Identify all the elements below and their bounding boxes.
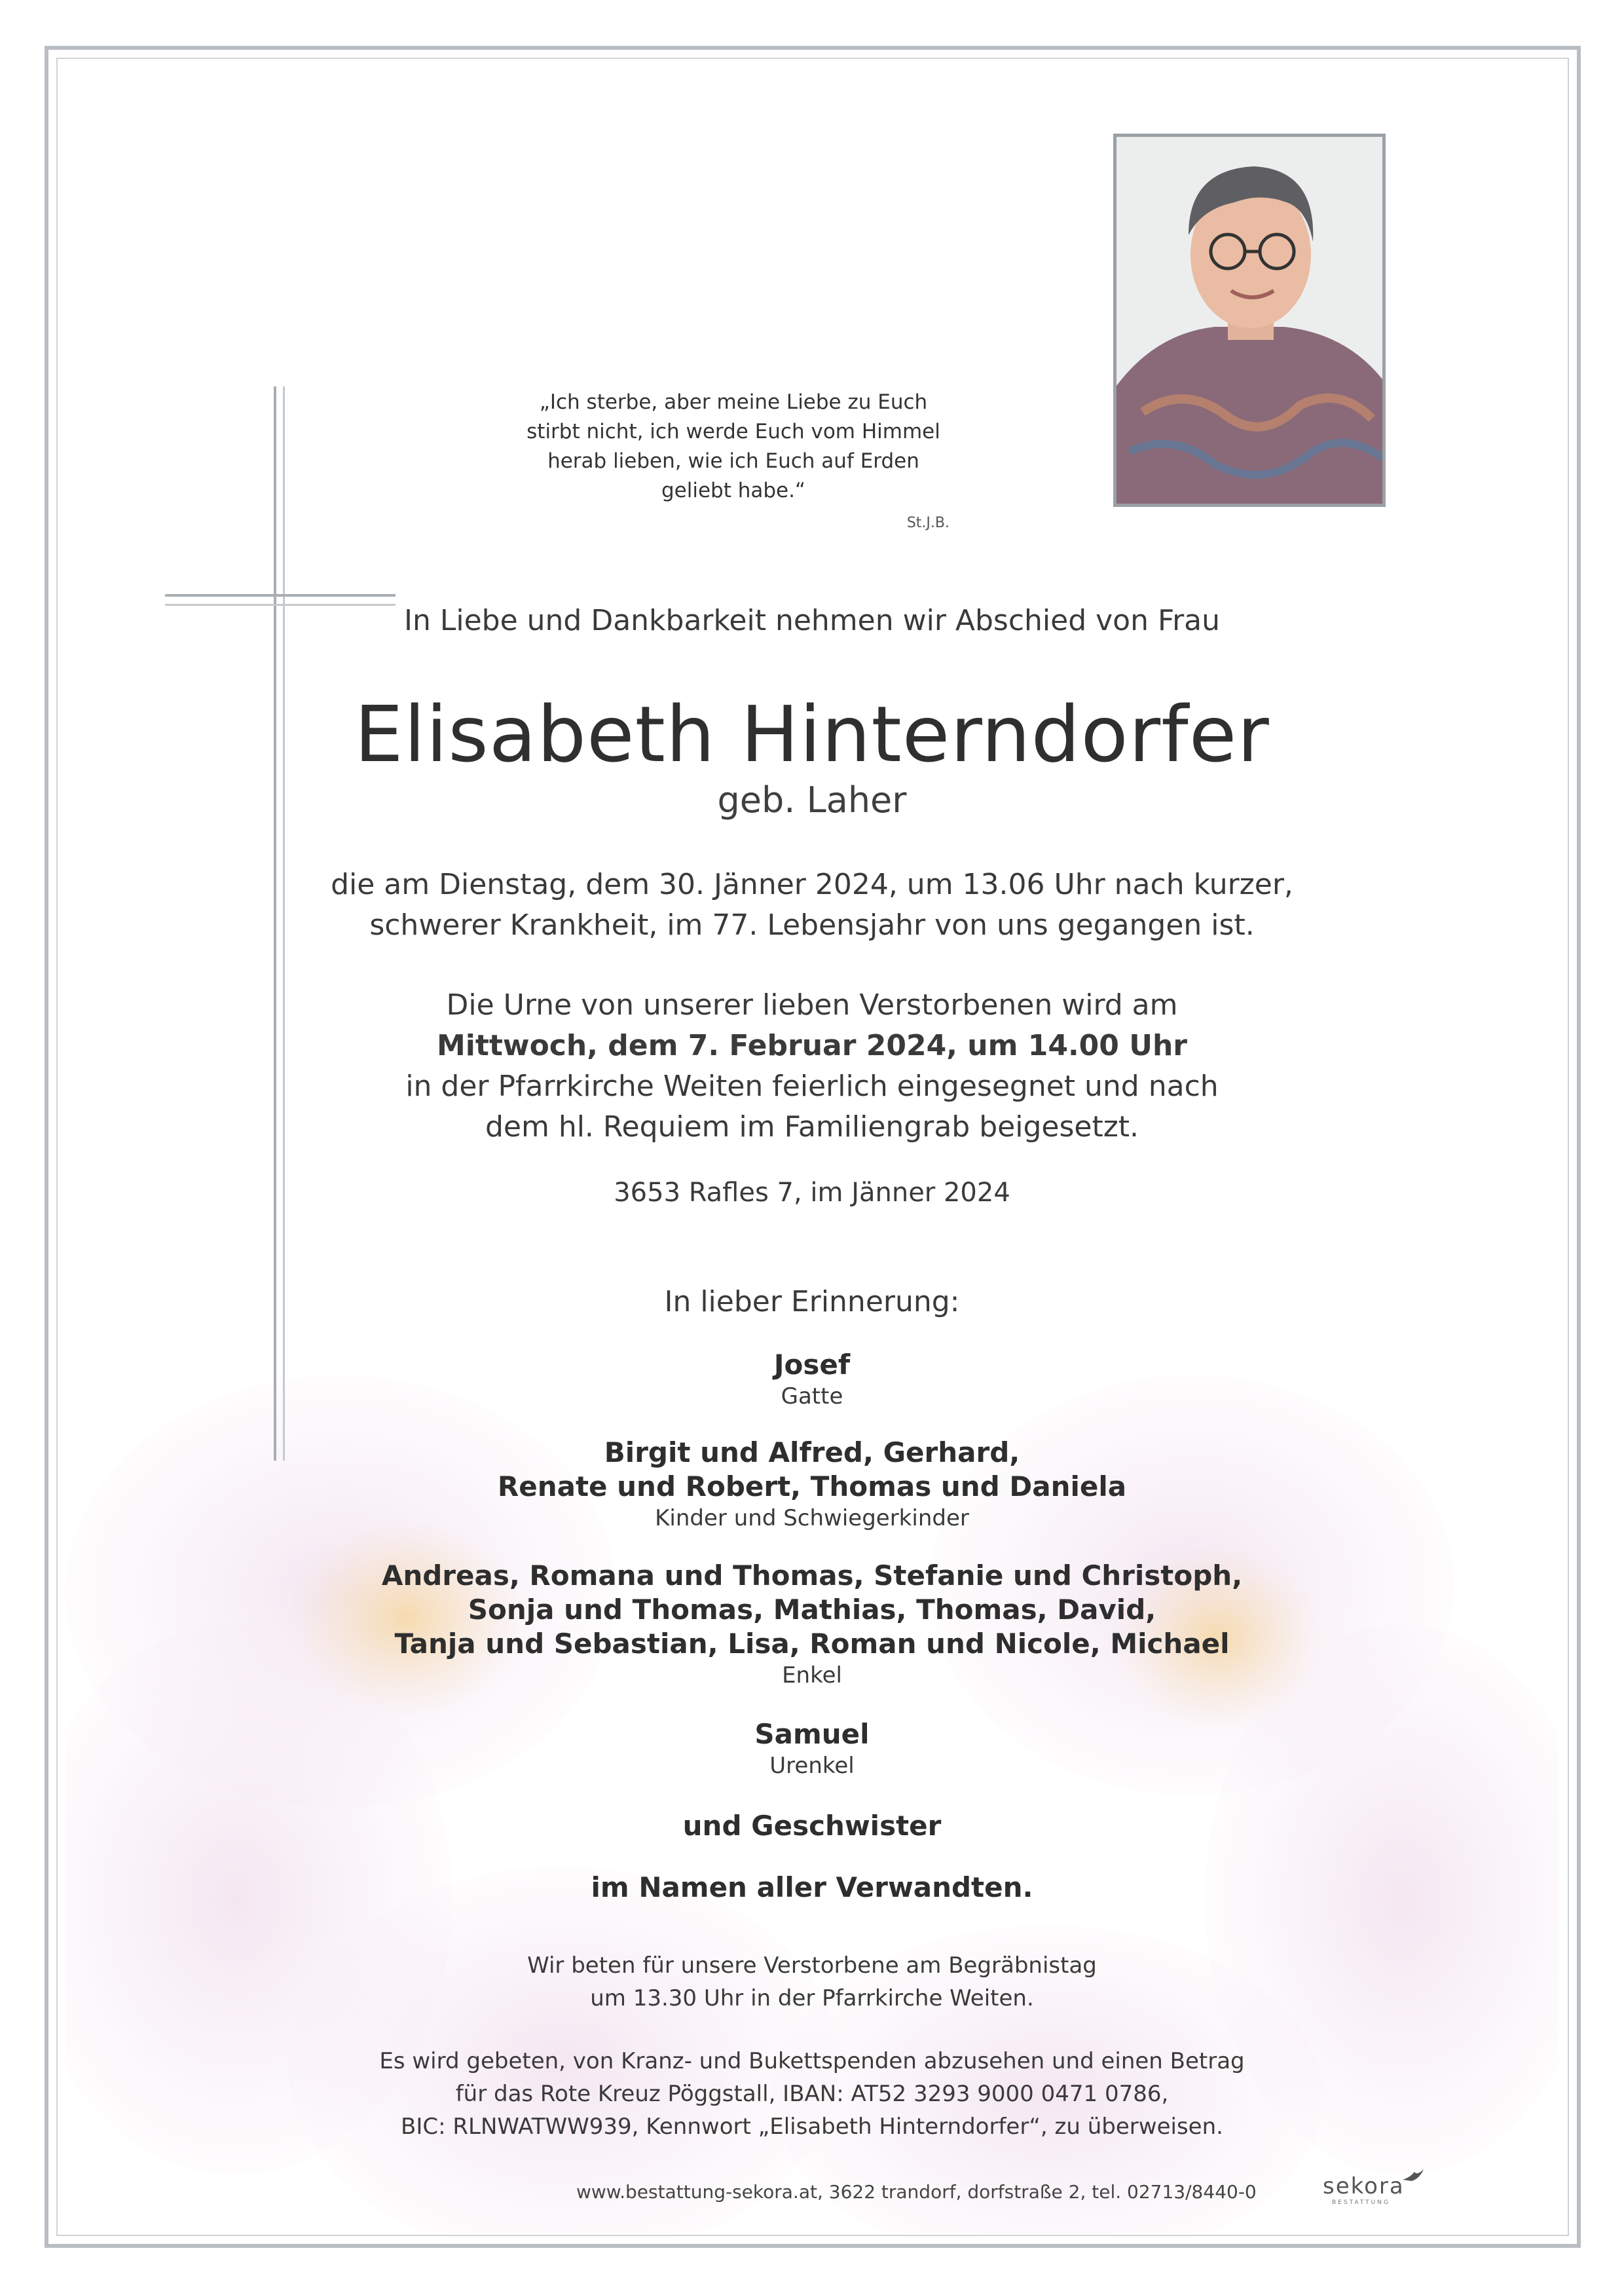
urn-ceremony-text	[0, 985, 1624, 1148]
quote	[498, 388, 969, 506]
place-date: 3653 Rafles 7, im Jänner 2024	[614, 1178, 1010, 1208]
maiden-name: geb. Laher	[717, 779, 907, 821]
sekora-logo: sekora	[1323, 2173, 1405, 2199]
deceased-name: Elisabeth Hinterndorfer	[354, 689, 1270, 779]
prayer-line: um 13.30 Uhr in der Pfarrkirche Weiten.	[590, 1985, 1034, 2011]
family-names: Sonja und Thomas, Mathias, Thomas, David,	[468, 1594, 1156, 1626]
donation-line: Es wird gebeten, von Kranz- und Bukettspenden abzusehen und einen Betrag	[379, 2048, 1245, 2074]
family-group-children	[0, 1436, 1624, 1533]
urn-line: in der Pfarrkirche Weiten feierlich eingesegnet und nach	[405, 1070, 1219, 1103]
death-announcement	[0, 865, 1624, 946]
quote-line: geliebt habe.“	[661, 479, 806, 502]
memory-intro: In lieber Erinnerung:	[664, 1285, 960, 1318]
family-group-spouse	[0, 1348, 1624, 1411]
family-role: Urenkel	[769, 1753, 855, 1779]
family-names: Tanja und Sebastian, Lisa, Roman und Nicole, Michael	[394, 1628, 1230, 1660]
urn-line: dem hl. Requiem im Familiengrab beigesetzt.	[485, 1110, 1139, 1144]
ceremony-date: Mittwoch, dem 7. Februar 2024, um 14.00 Uhr	[437, 1029, 1187, 1062]
family-role: Enkel	[782, 1662, 842, 1689]
prayer-line: Wir beten für unsere Verstorbene am Begräbnistag	[527, 1952, 1097, 1979]
donation-line: BIC: RLNWATWW939, Kennwort „Elisabeth Hinterndorfer“, zu überweisen.	[401, 2114, 1223, 2140]
quote-line: stirbt nicht, ich werde Euch vom Himmel	[526, 420, 940, 443]
family-role: Gatte	[781, 1383, 843, 1409]
footer-contact: www.bestattung-sekora.at, 3622 trandorf, dorfstraße 2, tel. 02713/8440-0	[576, 2181, 1257, 2203]
urn-line: Die Urne von unserer lieben Verstorbenen wird am	[446, 988, 1178, 1022]
portrait-photo	[1113, 134, 1386, 507]
bird-icon	[1401, 2168, 1425, 2184]
quote-line: herab lieben, wie ich Euch auf Erden	[547, 449, 919, 473]
family-role: Kinder und Schwiegerkinder	[655, 1505, 969, 1531]
family-names: Andreas, Romana und Thomas, Stefanie und Christoph,	[381, 1559, 1243, 1592]
family-names: Josef	[773, 1349, 851, 1381]
family-group-grandchildren	[0, 1559, 1624, 1690]
donation-line: für das Rote Kreuz Pöggstall, IBAN: AT52 3293 9000 0471 0786,	[455, 2081, 1169, 2107]
siblings: und Geschwister	[682, 1810, 942, 1842]
quote-line: „Ich sterbe, aber meine Liebe zu Euch	[539, 390, 928, 414]
prayer-notice	[0, 1949, 1624, 2015]
quote-source: St.J.B.	[906, 515, 950, 531]
portrait-illustration	[1116, 137, 1382, 504]
death-line: die am Dienstag, dem 30. Jänner 2024, um 13.06 Uhr nach kurzer,	[331, 868, 1293, 901]
family-names: Renate und Robert, Thomas und Daniela	[497, 1470, 1127, 1502]
sekora-logo-sub: BESTATTUNG	[1332, 2199, 1390, 2206]
family-group-great-grandchild	[0, 1717, 1624, 1780]
family-names: Birgit und Alfred, Gerhard,	[604, 1436, 1020, 1468]
cross-horizontal-line	[165, 594, 396, 597]
donation-notice	[0, 2045, 1624, 2143]
intro-text: In Liebe und Dankbarkeit nehmen wir Abschied von Frau	[403, 604, 1221, 637]
family-names: Samuel	[754, 1718, 870, 1750]
relatives: im Namen aller Verwandten.	[591, 1871, 1033, 1903]
death-line: schwerer Krankheit, im 77. Lebensjahr von uns gegangen ist.	[369, 908, 1255, 942]
